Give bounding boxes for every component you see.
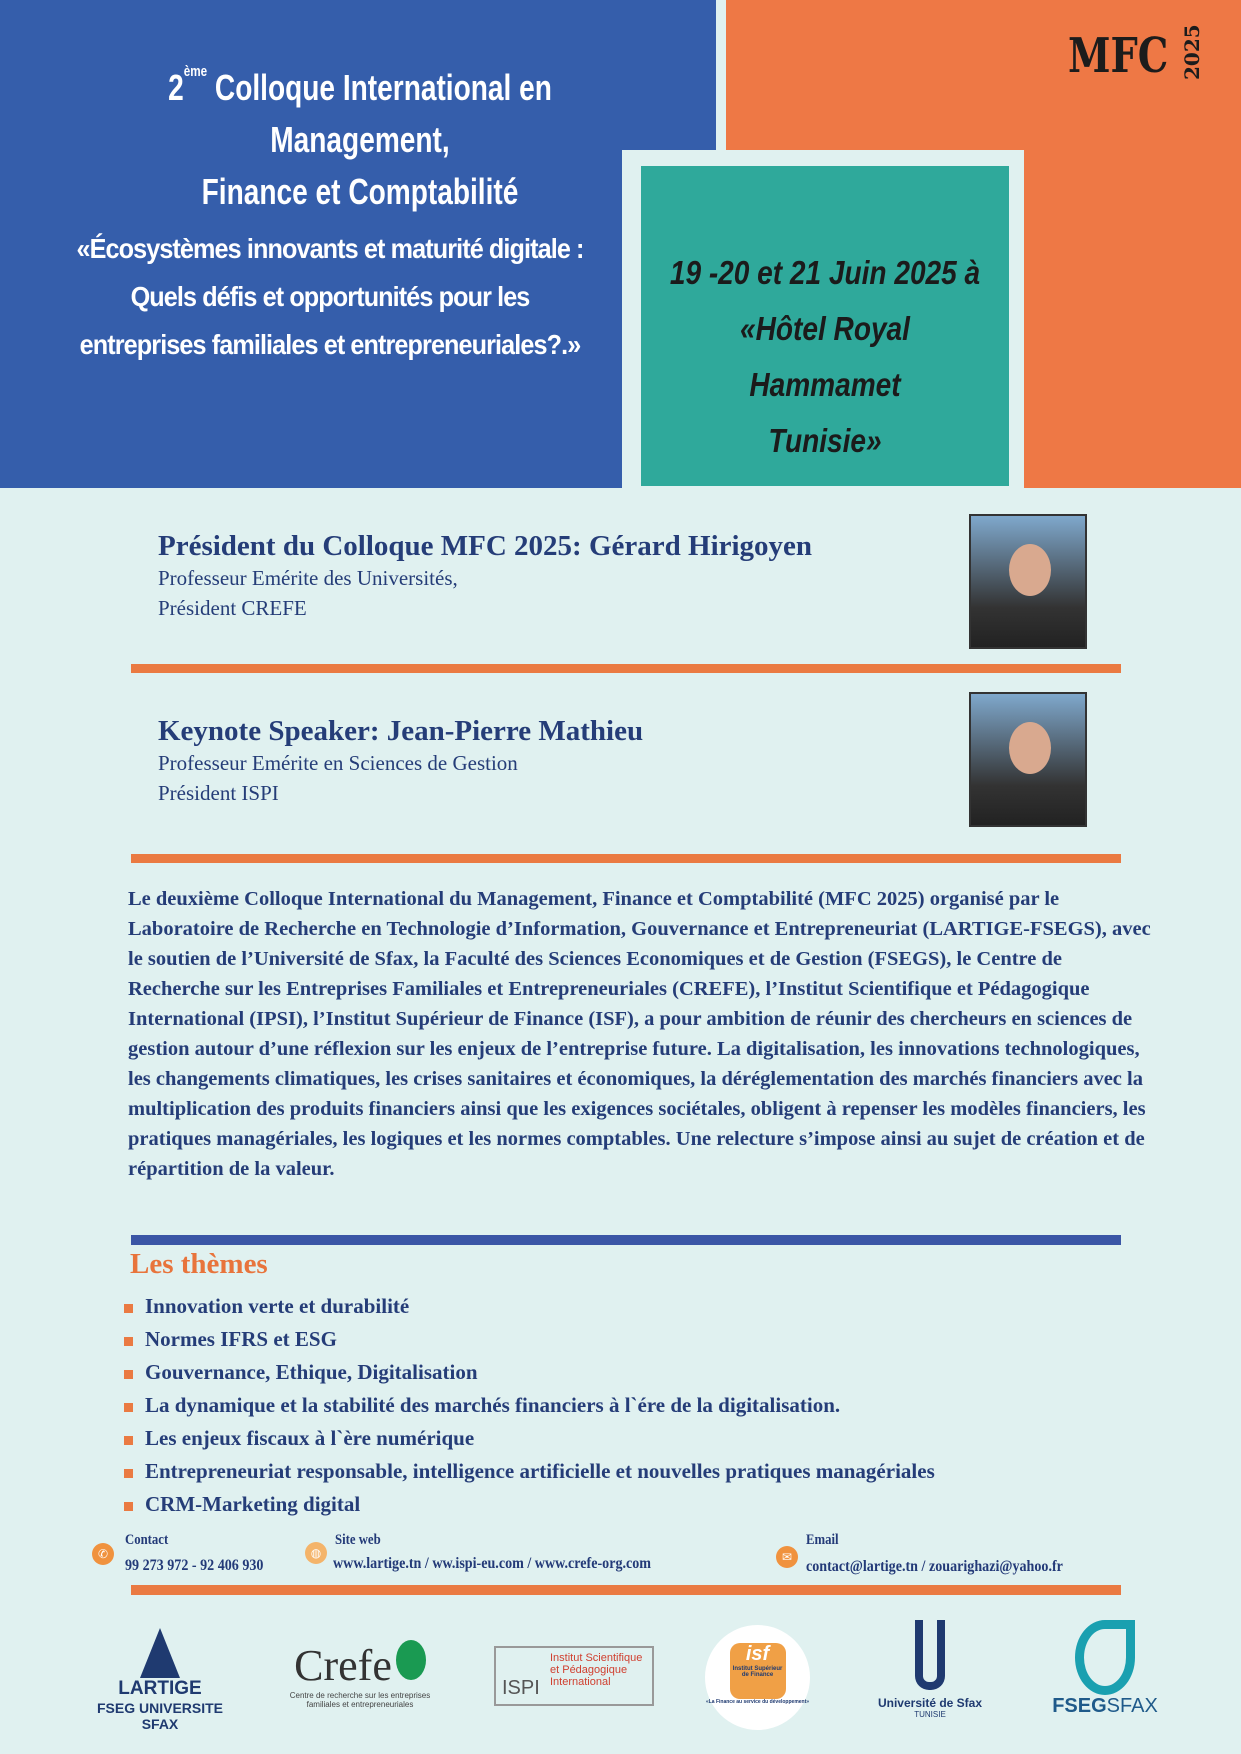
crefe-logo xyxy=(280,1640,440,1709)
president-title: Président du Colloque MFC 2025: Gérard Hirigoyen xyxy=(158,530,813,562)
ordinal: 2 xyxy=(168,67,184,108)
divider xyxy=(131,664,1121,673)
divider xyxy=(131,1235,1121,1245)
president-photo xyxy=(969,514,1087,649)
phone-icon: ✆ xyxy=(92,1543,114,1565)
theme-item xyxy=(124,1290,935,1323)
ispi-logo xyxy=(494,1646,654,1706)
leaf-icon xyxy=(396,1640,426,1680)
keynote-role: Président ISPI xyxy=(158,781,279,805)
theme-item xyxy=(124,1356,935,1389)
ordinal-sup: ème xyxy=(183,63,208,80)
themes-list xyxy=(124,1290,935,1521)
isf-logo xyxy=(705,1625,810,1730)
date-line: «Hôtel Royal Hammamet xyxy=(740,310,910,403)
theme-text: CRM-Marketing digital xyxy=(145,1492,361,1516)
subtitle-line: «Écosystèmes innovants et maturité digitale : xyxy=(76,233,584,264)
isf-name: isf xyxy=(745,1643,770,1665)
description: Le deuxième Colloque International du Management, Finance et Comptabilité (MFC 2025) organisé par le Laboratoire de Recherche en Technologie d’Information, Gouvernance et Entrepreneuriat (LARTIGE-FSEGS), avec le soutien de l’Université de Sfax, la Faculté des Sciences Economiques et de Gestion (FSEGS), le Centre de Recherche sur les Entreprises Familiales et Entrepreneuriales (CREFE), l’Institut Scientifique et Pédagogique International (IPSI), l’Institut Supérieur de Finance (ISF), a pour ambition de réunir des chercheurs en sciences de gestion autour d’une réflexion sur les enjeux de l’entreprise future. La digitalisation, les innovations technologiques, les changements climatiques, les crises sanitaires et économiques, la déréglementation des marchés financiers avec la multiplication des produits financiers ainsi que les exigences sociétales, obligent à repenser les modèles financiers, les pratiques managériales, les logiques et les normes comptables. Une relecture s’impose ainsi au sujet de création et de répartition de la valeur. xyxy=(128,888,1151,1180)
mfc-logo: MFC xyxy=(1068,28,1169,84)
president-block xyxy=(158,530,812,623)
subtitle-line: entreprises familiales et entrepreneuriales?.» xyxy=(79,329,581,360)
email-icon: ✉ xyxy=(776,1546,798,1568)
bullet-icon xyxy=(124,1337,133,1346)
globe-icon: ◍ xyxy=(305,1542,327,1564)
bullet-icon xyxy=(124,1469,133,1478)
keynote-role: Professeur Emérite en Sciences de Gestion xyxy=(158,751,518,775)
theme-text: Normes IFRS et ESG xyxy=(145,1327,337,1351)
theme-text: La dynamique et la stabilité des marchés financiers à l`ére de la digitalisation. xyxy=(145,1393,841,1417)
email-label: Email xyxy=(806,1532,839,1548)
universite-sfax-logo xyxy=(870,1620,990,1719)
web-label: Site web xyxy=(335,1532,381,1548)
title-line-1: Colloque International en Management, xyxy=(214,67,552,160)
keynote-photo xyxy=(969,692,1087,827)
divider xyxy=(131,1585,1121,1595)
contact-phone: 99 273 972 - 92 406 930 xyxy=(125,1557,264,1574)
theme-text: Gouvernance, Ethique, Digitalisation xyxy=(145,1360,478,1384)
date-line: Tunisie» xyxy=(768,422,882,459)
bullet-icon xyxy=(124,1436,133,1445)
mfc-logo-year: 2025 xyxy=(1180,24,1204,80)
crefe-sub: Centre de recherche sur les entreprises familiales et entrepreneuriales xyxy=(289,1691,431,1709)
date-line: 19 -20 et 21 Juin 2025 à xyxy=(669,254,981,291)
theme-text: Innovation verte et durabilité xyxy=(145,1294,410,1318)
fseg-name: FSEG xyxy=(1052,1695,1107,1717)
event-title xyxy=(95,62,625,218)
keynote-title: Keynote Speaker: Jean-Pierre Mathieu xyxy=(158,715,644,747)
isf-sub: Institut Supérieur de Finance xyxy=(732,1666,783,1678)
website-links[interactable]: www.lartige.tn / ww.ispi-eu.com / www.crefe-org.com xyxy=(333,1555,652,1572)
theme-item xyxy=(124,1422,935,1455)
themes-heading: Les thèmes xyxy=(130,1248,268,1280)
event-dates xyxy=(669,245,982,469)
theme-item xyxy=(124,1455,935,1488)
contact-label: Contact xyxy=(125,1532,169,1548)
president-role: Professeur Emérite des Universités, xyxy=(158,566,458,590)
lartige-logo xyxy=(80,1628,240,1732)
subtitle-line: Quels défis et opportunités pour les xyxy=(130,281,530,312)
usf-name: Université de Sfax xyxy=(877,1696,983,1710)
title-line-2: Finance et Comptabilité xyxy=(201,171,519,212)
bullet-icon xyxy=(124,1502,133,1511)
theme-item xyxy=(124,1389,935,1422)
crefe-name: Crefe xyxy=(294,1641,392,1690)
bullet-icon xyxy=(124,1304,133,1313)
divider xyxy=(131,854,1121,863)
fsegsfax-logo xyxy=(1040,1620,1170,1718)
event-subtitle xyxy=(60,225,600,369)
isf-motto: «La Finance au service du développement» xyxy=(705,1699,810,1705)
theme-text: Entrepreneuriat responsable, intelligence artificielle et nouvelles pratiques managériales xyxy=(145,1459,935,1483)
theme-item xyxy=(124,1323,935,1356)
usf-sub: TUNISIE xyxy=(914,1710,946,1719)
theme-item xyxy=(124,1488,935,1521)
keynote-block xyxy=(158,715,643,808)
ispi-name: ISPI xyxy=(502,1677,540,1699)
fseg-name2: SFAX xyxy=(1106,1695,1158,1717)
lartige-sub: FSEG UNIVERSITE SFAX xyxy=(96,1700,224,1732)
bullet-icon xyxy=(124,1370,133,1379)
theme-text: Les enjeux fiscaux à l`ère numérique xyxy=(145,1426,475,1450)
president-role: Président CREFE xyxy=(158,596,307,620)
ispi-sub: Institut Scientifique et Pédagogique International xyxy=(550,1652,643,1688)
lartige-name: LARTIGE xyxy=(118,1678,202,1699)
bullet-icon xyxy=(124,1403,133,1412)
email-addresses[interactable]: contact@lartige.tn / zouarighazi@yahoo.fr xyxy=(806,1558,1063,1575)
